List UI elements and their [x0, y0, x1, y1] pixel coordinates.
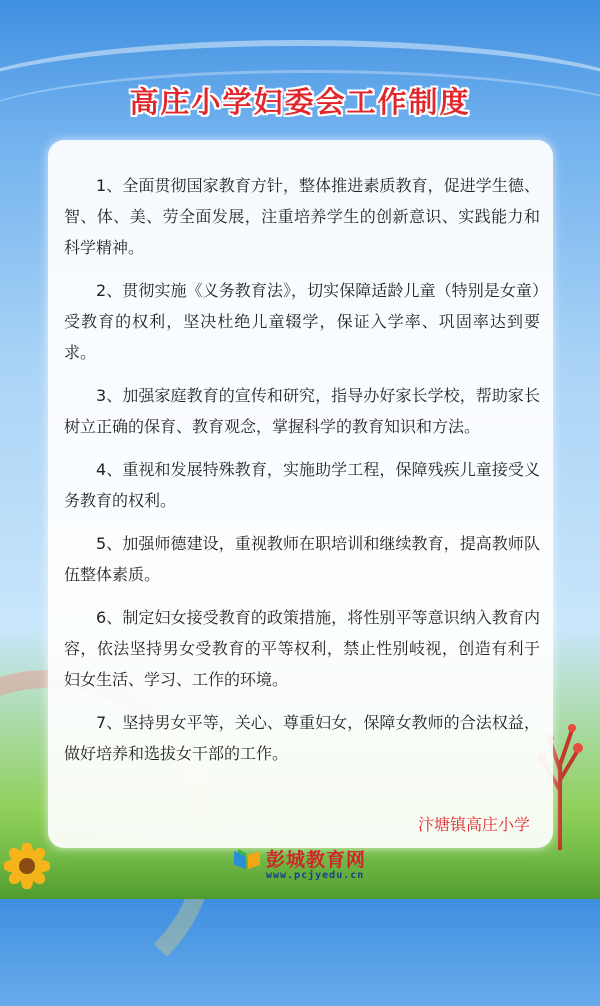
regulation-item-2: 2、贯彻实施《义务教育法》，切实保障适龄儿童（特别是女童）受教育的权利，坚决杜绝儿童辍学，保证入学率、巩固率达到要求。 [64, 281, 540, 362]
logo-url: www.pcjyedu.cn [266, 870, 365, 881]
regulation-list [64, 170, 540, 781]
regulation-item-7: 7、坚持男女平等，关心、尊重妇女，保障女教师的合法权益，做好培养和选拔女干部的工作。 [64, 713, 540, 763]
regulation-item-3: 3、加强家庭教育的宣传和研究，指导办好家长学校，帮助家长树立正确的保育、教育观念，掌握科学的教育知识和方法。 [64, 386, 540, 436]
regulation-item-4: 4、重视和发展特殊教育，实施助学工程，保障残疾儿童接受义务教育的权利。 [64, 460, 540, 510]
page-title: 高庄小学妇委会工作制度 [129, 85, 471, 119]
sunflower-icon [4, 843, 50, 889]
site-logo [232, 845, 382, 889]
regulation-item-6: 6、制定妇女接受教育的政策措施，将性别平等意识纳入教育内容，依法坚持男女受教育的平等权利，禁止性别岐视，创造有利于妇女生活、学习、工作的环境。 [64, 608, 540, 689]
school-signature: 汴塘镇高庄小学 [417, 815, 530, 834]
regulation-item-1: 1、全面贯彻国家教育方针，整体推进素质教育，促进学生德、智、体、美、劳全面发展，注重培养学生的创新意识、实践能力和科学精神。 [64, 176, 540, 257]
logo-name: 彭城教育网 [266, 849, 367, 871]
book-logo-icon [232, 847, 262, 871]
regulation-item-5: 5、加强师德建设，重视教师在职培训和继续教育，提高教师队伍整体素质。 [64, 534, 540, 584]
